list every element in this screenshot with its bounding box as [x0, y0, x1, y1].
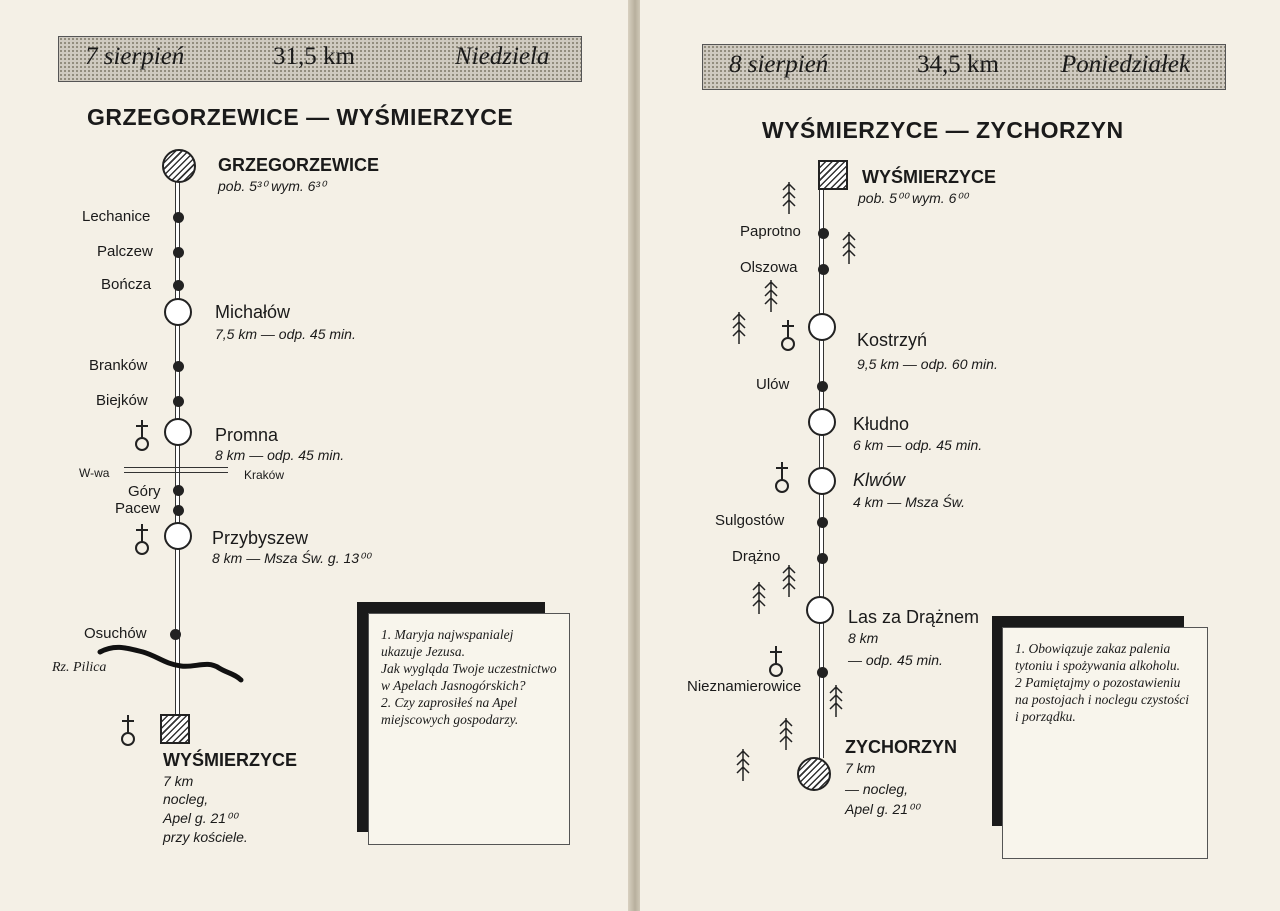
village-label: Paprotno	[740, 223, 801, 240]
village-dot	[173, 396, 184, 407]
forest-icon	[780, 563, 798, 599]
church-icon	[776, 318, 800, 352]
stop-name: Las za Drążnem	[848, 607, 980, 627]
rest-stop-marker	[808, 467, 836, 495]
stop-detail-line1: 8 km	[848, 630, 879, 646]
left-end-marker	[160, 714, 190, 744]
river-icon	[95, 640, 245, 684]
left-start-name: GRZEGORZEWICE	[218, 155, 379, 175]
left-header-date: 7 sierpień	[85, 43, 185, 70]
forest-icon	[750, 580, 768, 616]
left-header-distance: 31,5 km	[273, 43, 355, 70]
left-end-line1: 7 km	[163, 773, 194, 789]
village-dot	[173, 280, 184, 291]
village-dot	[173, 212, 184, 223]
stop-name: Klwów	[853, 470, 906, 490]
right-end-name: ZYCHORZYN	[845, 737, 957, 757]
church-icon	[770, 460, 794, 494]
church-icon	[764, 644, 788, 678]
rest-stop-marker	[164, 522, 192, 550]
village-label: Lechanice	[82, 208, 151, 225]
rest-stop-marker	[164, 298, 192, 326]
left-route-title: GRZEGORZEWICE — WYŚMIERZYCE	[87, 104, 514, 130]
forest-icon	[780, 180, 798, 216]
stop-detail: 7,5 km — odp. 45 min.	[215, 326, 356, 342]
village-label: Branków	[89, 357, 148, 374]
village-label: Olszowa	[740, 259, 798, 276]
church-icon	[130, 418, 154, 452]
village-dot	[818, 264, 829, 275]
village-label: Sulgostów	[715, 512, 785, 529]
river-label: Rz. Pilica	[52, 660, 107, 675]
village-label: Biejków	[96, 392, 148, 409]
village-dot	[817, 553, 828, 564]
stop-detail: 8 km — odp. 45 min.	[215, 447, 345, 463]
note-line: 1. Maryja najwspanialej ukazuje Jezusa.	[381, 627, 514, 659]
right-end-marker	[797, 757, 831, 791]
village-dot	[173, 361, 184, 372]
left-header-day: Niedziela	[455, 43, 550, 70]
left-start-marker	[162, 149, 196, 183]
rest-stop-marker	[164, 418, 192, 446]
village-label: Drążno	[732, 548, 781, 565]
stop-detail-line2: — odp. 45 min.	[848, 652, 943, 668]
right-end-line1: 7 km	[845, 760, 876, 776]
left-road-line	[124, 467, 228, 473]
village-dot	[817, 667, 828, 678]
village-label: Palczew	[97, 243, 153, 260]
forest-icon	[762, 278, 780, 314]
left-end-name: WYŚMIERZYCE	[163, 750, 298, 770]
left-page	[0, 0, 630, 911]
rest-stop-marker	[808, 313, 836, 341]
village-dot	[173, 505, 184, 516]
note-line: 1. Obowiązuje zakaz palenia tytoniu i spożywania alkoholu.	[1015, 641, 1180, 673]
forest-icon	[730, 310, 748, 346]
forest-icon	[840, 230, 858, 266]
forest-icon	[734, 747, 752, 783]
forest-icon	[777, 716, 795, 752]
left-note-shadow-left	[357, 602, 368, 832]
right-start-marker	[818, 160, 848, 190]
village-label: Bończa	[101, 276, 152, 293]
rest-stop-marker	[808, 408, 836, 436]
right-page	[640, 0, 1280, 911]
village-dot	[817, 381, 828, 392]
left-end-line3: Apel g. 21⁰⁰	[163, 810, 238, 826]
right-note-shadow-top	[992, 616, 1184, 627]
rest-stop-marker	[806, 596, 834, 624]
left-road-west: W-wa	[79, 466, 110, 480]
note-line: 2. Czy zaprosiłeś na Apel miejscowych gospodarzy.	[381, 695, 519, 727]
note-line: Jak wygląda Twoje uczestnictwo w Apelach Jasnogórskich?	[381, 661, 557, 693]
stop-detail: 4 km — Msza Św.	[853, 494, 966, 510]
left-road-east: Kraków	[244, 468, 285, 482]
right-start-detail: pob. 5⁰⁰ wym. 6⁰⁰	[858, 190, 968, 206]
village-dot	[170, 629, 181, 640]
stop-name: Kłudno	[853, 414, 910, 434]
right-end-line2: — nocleg,	[845, 781, 909, 797]
left-header-bar	[58, 36, 582, 82]
village-label: Góry	[128, 483, 161, 500]
stop-name: Promna	[215, 425, 279, 445]
right-start-name: WYŚMIERZYCE	[862, 167, 997, 187]
village-dot	[818, 228, 829, 239]
left-start-detail: pob. 5³⁰ wym. 6³⁰	[218, 178, 326, 194]
right-note-box	[1002, 627, 1208, 859]
stop-name: Kostrzyń	[857, 330, 928, 350]
left-note-shadow-top	[357, 602, 545, 613]
stop-detail: 9,5 km — odp. 60 min.	[857, 356, 998, 372]
forest-icon	[827, 683, 845, 719]
right-end-line3: Apel g. 21⁰⁰	[845, 801, 920, 817]
note-line: 2 Pamiętajmy o pozostawieniu na postojach i noclegu czystości i porządku.	[1015, 675, 1189, 724]
right-route-title: WYŚMIERZYCE — ZYCHORZYN	[762, 117, 1124, 143]
right-header-date: 8 sierpień	[729, 51, 829, 78]
church-icon	[116, 713, 140, 747]
village-dot	[173, 247, 184, 258]
stop-detail: 6 km — odp. 45 min.	[853, 437, 983, 453]
village-dot	[173, 485, 184, 496]
village-dot	[817, 517, 828, 528]
village-label: Ulów	[756, 376, 790, 393]
church-icon	[130, 522, 154, 556]
left-end-line2: nocleg,	[163, 791, 209, 807]
village-label: Nieznamierowice	[687, 678, 802, 695]
left-end-line4: przy kościele.	[163, 829, 248, 845]
stop-name: Michałów	[215, 302, 291, 322]
village-label: Osuchów	[84, 625, 147, 642]
right-header-bar	[702, 44, 1226, 90]
stop-name: Przybyszew	[212, 528, 309, 548]
left-note-box	[368, 613, 570, 845]
stop-detail: 8 km — Msza Św. g. 13⁰⁰	[212, 550, 371, 566]
village-label: Pacew	[115, 500, 161, 517]
right-header-distance: 34,5 km	[917, 51, 999, 78]
right-header-day: Poniedziałek	[1061, 51, 1191, 78]
